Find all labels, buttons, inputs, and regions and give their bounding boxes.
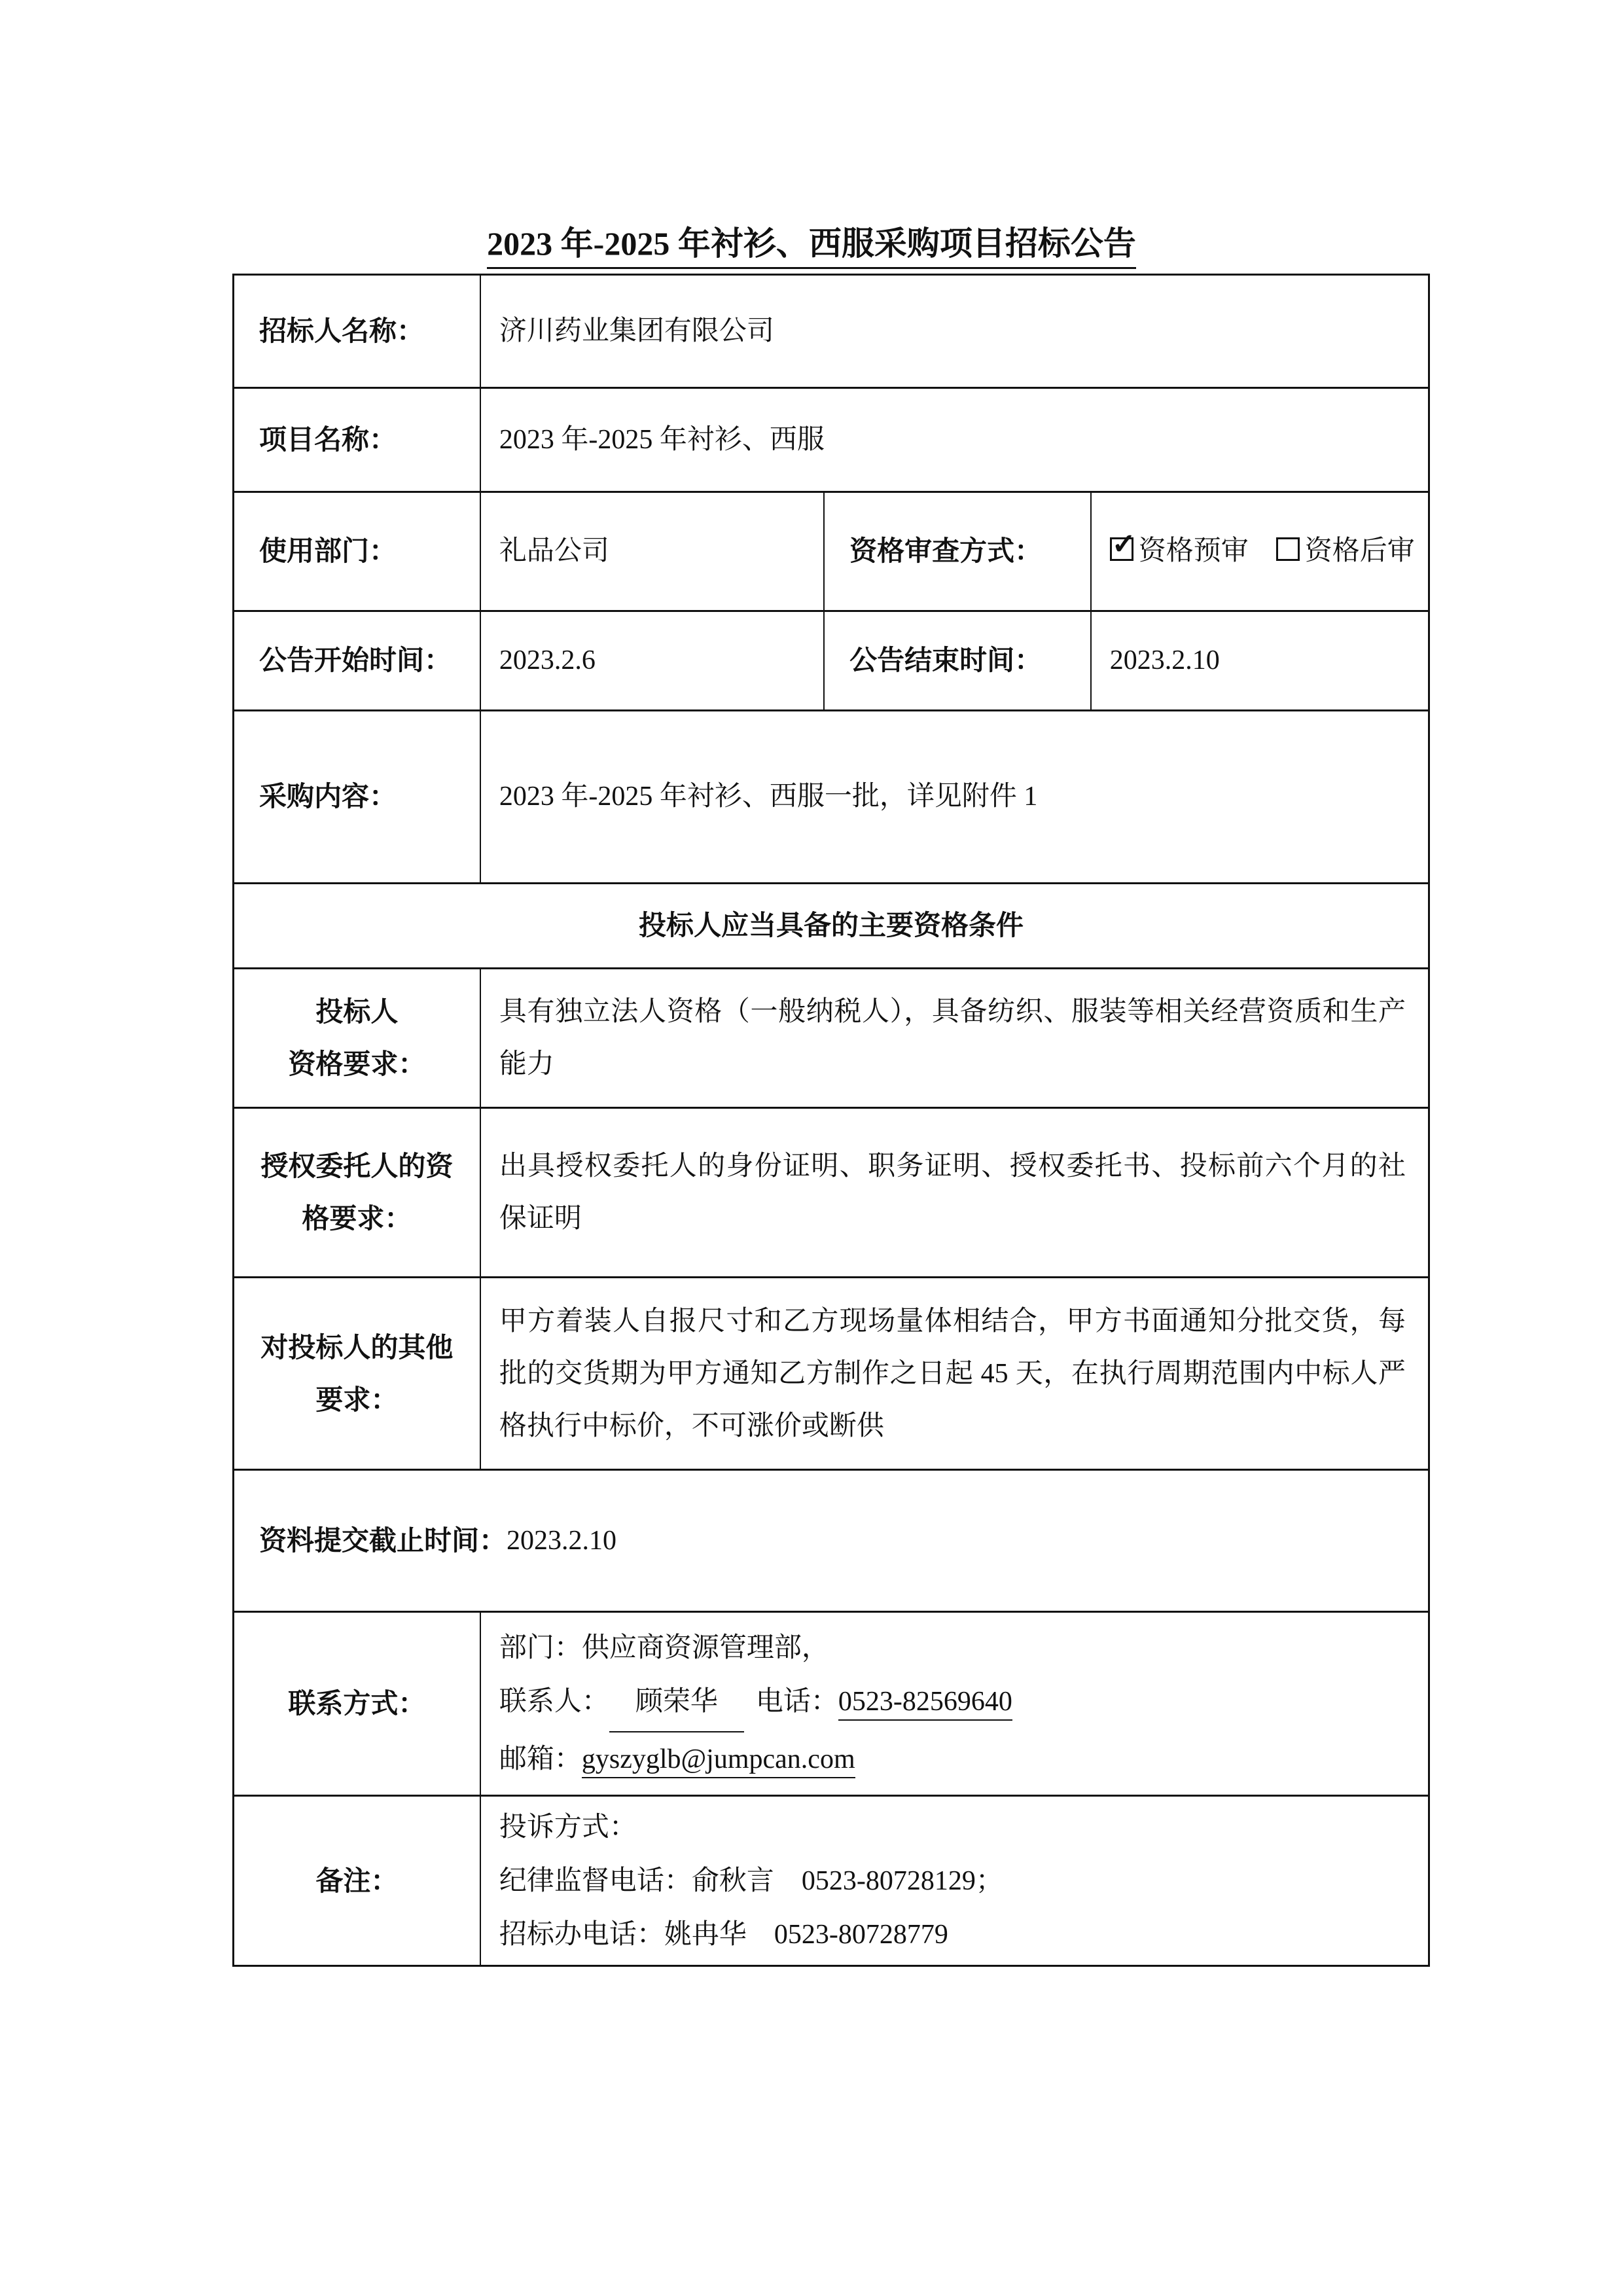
announcement-table	[232, 274, 1430, 1967]
agent-qualification-label-cell	[234, 1109, 480, 1276]
end-time-value: 2023.2.10	[1109, 645, 1220, 676]
bidder-qualification-label-line2: 资格要求：	[288, 1049, 426, 1079]
department-value-cell	[480, 493, 823, 610]
qualification-option-pre-label: 资格预审	[1138, 536, 1249, 567]
qualification-option-post	[1276, 531, 1415, 571]
section-header-cell	[234, 884, 1428, 967]
row-project-name	[234, 387, 1428, 491]
qualification-option-pre	[1110, 531, 1249, 571]
agent-qualification-value: 出具授权委托人的身份证明、职务证明、授权委托书、投标前六个月的社保证明	[499, 1151, 1406, 1234]
row-remarks	[234, 1795, 1428, 1965]
procurement-value: 2023 年-2025 年衬衫、西服一批，详见附件 1	[499, 781, 1038, 812]
other-requirements-value: 甲方着装人自报尺寸和乙方现场量体相结合，甲方书面通知分批交货，每批的交货期为甲方通知乙方制作之日起 45 天，在执行周期范围内中标人严格执行中标价，不可涨价或断供	[499, 1306, 1406, 1441]
bidder-qualification-label-line1: 投标人	[315, 996, 399, 1027]
agent-qualification-label-line2: 格要求：	[302, 1203, 412, 1234]
start-time-label-cell	[234, 612, 480, 709]
submission-deadline-value: 2023.2.10	[507, 1525, 617, 1556]
checked-checkbox-icon	[1110, 537, 1133, 561]
row-submission-deadline	[234, 1469, 1428, 1611]
contact-person-prefix: 联系人：	[499, 1687, 609, 1717]
row-bidder-qualification	[234, 967, 1428, 1107]
page-title-text: 2023 年-2025 年衬衫、西服采购项目招标公告	[487, 225, 1136, 269]
row-agent-qualification	[234, 1107, 1428, 1276]
contact-email-prefix: 邮箱：	[499, 1744, 582, 1774]
qualification-option-post-label: 资格后审	[1304, 536, 1415, 567]
remarks-label: 备注：	[315, 1865, 399, 1896]
procurement-label: 采购内容：	[259, 781, 397, 812]
other-requirements-label-cell	[234, 1278, 480, 1469]
department-value: 礼品公司	[499, 536, 609, 567]
row-contact	[234, 1611, 1428, 1795]
bidder-qualification-label-cell	[234, 969, 480, 1107]
bidder-qualification-value: 具有独立法人资格（一般纳税人），具备纺织、服装等相关经营资质和生产能力	[499, 997, 1406, 1079]
contact-department-line: 部门：供应商资源管理部，	[499, 1633, 829, 1663]
submission-deadline-cell	[234, 1471, 1428, 1611]
contact-person-line	[499, 1675, 1012, 1732]
procurement-value-cell	[480, 711, 1428, 882]
contact-phone-number: 0523-82569640	[838, 1687, 1012, 1721]
contact-person-name: 顾荣华	[609, 1675, 744, 1732]
end-time-value-cell	[1090, 612, 1428, 709]
procurement-label-cell	[234, 711, 480, 882]
bidder-name-value: 济川药业集团有限公司	[499, 315, 774, 346]
start-time-label: 公告开始时间：	[259, 645, 452, 676]
page-title	[0, 217, 1623, 264]
contact-label: 联系方式：	[288, 1688, 426, 1719]
other-requirements-value-cell	[480, 1278, 1428, 1469]
qualification-method-value-cell	[1090, 493, 1428, 610]
department-label-cell	[234, 493, 480, 610]
bidder-name-value-cell	[480, 276, 1428, 387]
unchecked-checkbox-icon	[1276, 537, 1300, 561]
submission-deadline-label: 资料提交截止时间：	[259, 1524, 507, 1556]
contact-label-cell	[234, 1613, 480, 1795]
bidder-name-label: 招标人名称：	[259, 315, 425, 346]
qualification-method-label: 资格审查方式：	[849, 535, 1043, 567]
qualification-method-label-cell	[823, 493, 1090, 610]
remarks-value-cell	[480, 1797, 1428, 1965]
department-label: 使用部门：	[259, 535, 397, 567]
end-time-label-cell	[823, 612, 1090, 709]
row-procurement-content	[234, 709, 1428, 882]
other-requirements-label-line1: 对投标人的其他	[260, 1331, 454, 1363]
start-time-value: 2023.2.6	[499, 645, 596, 676]
contact-email-address: gyszyglb@jumpcan.com	[582, 1744, 855, 1778]
remarks-label-cell	[234, 1797, 480, 1965]
contact-phone-prefix: 电话：	[755, 1687, 838, 1717]
row-other-requirements	[234, 1276, 1428, 1469]
row-announcement-times	[234, 610, 1428, 709]
start-time-value-cell	[480, 612, 823, 709]
project-name-label: 项目名称：	[259, 423, 397, 455]
other-requirements-label-line2: 要求：	[315, 1384, 399, 1415]
remarks-discipline-phone-line: 纪律监督电话：俞秋言 0523-80728129；	[499, 1865, 1003, 1896]
bidder-name-label-cell	[234, 276, 480, 387]
section-header-text: 投标人应当具备的主要资格条件	[638, 910, 1024, 941]
contact-email-line	[499, 1732, 855, 1786]
project-name-value: 2023 年-2025 年衬衫、西服	[499, 424, 825, 455]
end-time-label: 公告结束时间：	[849, 645, 1043, 676]
project-name-label-cell	[234, 389, 480, 491]
row-bidder-name	[234, 276, 1428, 387]
agent-qualification-label-line1: 授权委托人的资	[260, 1151, 454, 1181]
row-section-header	[234, 882, 1428, 967]
project-name-value-cell	[480, 389, 1428, 491]
row-department-qualification	[234, 491, 1428, 610]
remarks-complaint-line: 投诉方式：	[499, 1812, 637, 1842]
bidder-qualification-value-cell	[480, 969, 1428, 1107]
contact-value-cell	[480, 1613, 1428, 1795]
agent-qualification-value-cell	[480, 1109, 1428, 1276]
remarks-tender-office-phone-line: 招标办电话：姚冉华 0523-80728779	[499, 1919, 948, 1950]
